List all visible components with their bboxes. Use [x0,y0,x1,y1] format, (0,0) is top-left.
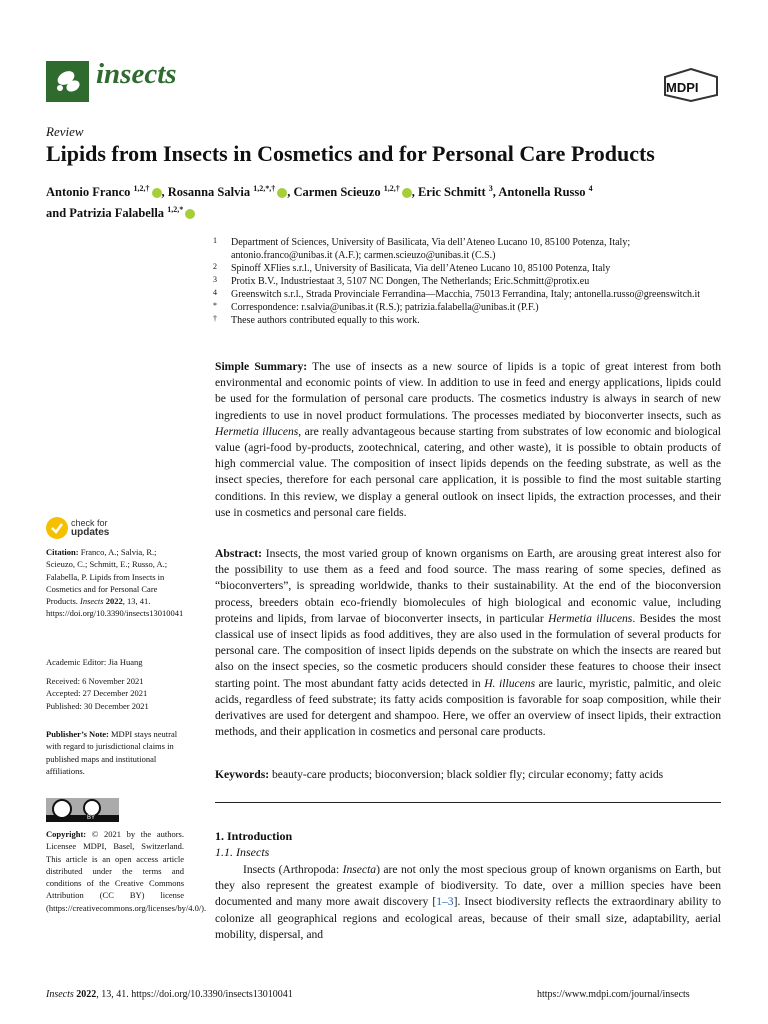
orcid-icon[interactable] [152,188,162,198]
accepted-date: Accepted: 27 December 2021 [46,688,148,699]
journal-name: insects [96,58,177,90]
author[interactable]: Antonella Russo $^4$ [498,184,593,200]
academic-editor: Academic Editor: Jia Huang [46,657,143,667]
affiliation: 1 Department of Sciences, University of Basilicata, Via dell’Ateneo Lucano 10, 85100 Potenza, Italy; antonio.franco@unibas.it (A.F.); carmen.scieuzo@unibas.it (C.S.) [213,236,631,261]
keywords: Keywords: beauty-care products; bioconversion; black soldier fly; circular economy; fatty acids [215,768,664,781]
affiliations [213,236,733,327]
author[interactable]: Rosanna Salvia $^{1,2,*,\dagger}$ [167,184,276,200]
orcid-icon[interactable] [185,209,195,219]
orcid-icon[interactable] [402,188,412,198]
citation: Citation: Franco, A.; Salvia, R.; Scieuzo, C.; Schmitt, E.; Russo, A.; Falabella, P. Lipids from Insects in Cosmetics and for Personal Care Products. Insects 2022, 13, 41. https://doi.org/10.3390/insects13010041 [46,547,184,619]
publication-dates [46,675,184,712]
equal-contribution-note: † These authors contributed equally to this work. [213,314,420,326]
author[interactable]: Eric Schmitt $^3$ [417,184,493,200]
section-heading: 1. Introduction [215,829,293,843]
journal-logo [46,61,89,102]
author[interactable]: Patrizia Falabella $^{1,2,*}$ [69,205,184,221]
reference-link[interactable]: 1–3 [436,895,454,909]
cc-label: BY [87,815,96,821]
author[interactable]: Carmen Scieuzo $^{1,2,\dagger}$ [293,184,400,200]
subsection-heading: 1.1. Insects [215,845,270,859]
check-for-updates-icon[interactable] [46,517,68,539]
affiliation: 3 Protix B.V., Industriestaat 3, 5107 NC Dongen, The Netherlands; Eric.Schmitt@protix.eu [213,275,590,287]
footer-citation: Insects 2022, 13, 41. https://doi.org/10.3390/insects13010041 [46,989,293,1000]
abstract: Abstract: Insects, the most varied group of known organisms on Earth, are arousing great interest also for the possibility to use them as a feed and food source. The mass rearing of some species, defined as “bioconverters”, is spreading worldwide, thanks to their sustainability. At the end of the bioconversion process, breeders obtain eco-friendly biomolecules of high biological and economic value, including proteins and lipids, from larvae of bioconverter insects, in particular Hermetia illucens. Besides the most classical use of insect lipids as food additives, they are also used in the formulation of several products for personal care. The composition of insect lipids depends on the substrate on which the insects are reared but also on the insect species, so the cosmetic producers should consider these features to choose their insect starting point. The most abundant fatty acids detected in H. illucens are lauric, myristic, palmitic, and oleic acids, regardless of feed substrate; its fatty acids composition is favorable for soap composition, while their derivatives are used for detergent and shampoo. Here, we offer an overview of insect lipids, their extraction methods, and their application in cosmetics and personal care products. [215,547,722,739]
footer-journal-url[interactable]: https://www.mdpi.com/journal/insects [537,989,690,1000]
check-for-updates-button[interactable]: check for updates [71,518,110,538]
copyright: Copyright: © 2021 by the authors. Licensee MDPI, Basel, Switzerland. This article is an open access article distributed under the terms and conditions of the Creative Commons Attribution (CC BY) license (https://creativecommons.org/licenses/by/4.0/). [46,829,207,913]
received-date: Received: 6 November 2021 [46,676,144,686]
published-date: Published: 30 December 2021 [46,700,149,711]
publisher-name: MDPI [666,80,699,95]
affiliation: 4 Greenswitch s.r.l., Strada Provinciale Ferrandina—Macchia, 75013 Ferrandina, Italy; antonella.russo@greenswitch.it [213,288,701,300]
section-divider [215,802,721,803]
orcid-icon[interactable] [277,188,287,198]
correspondence: * Correspondence: r.salvia@unibas.it (R.S.); patrizia.falabella@unibas.it (P.F.) [213,301,539,313]
cc-by-license-badge[interactable] [46,798,119,822]
publishers-note: Publisher’s Note: MDPI stays neutral with regard to jurisdictional claims in published maps and institutional affiliations. [46,729,178,776]
affiliation: 2 Spinoff XFlies s.r.l., University of Basilicata, Via dell’Ateneo Lucano 10, 85100 Potenza, Italy [213,262,611,274]
article-title: Lipids from Insects in Cosmetics and for Personal Care Products [46,141,655,166]
intro-paragraph: Insects (Arthropoda: Insecta) are not only the most specious group of known organisms on Earth, but they also represent the greatest example of biodiversity. To date, over a million species have been documented and many more await discovery [1–3]. Insect biodiversity reflects the extraordinary ability to colonize all geographical regions and ecological areas, because of their small size, adaptability, aerial mobility, dispersal, and [215,863,721,941]
article-type: Review [46,124,84,139]
simple-summary: Simple Summary: The use of insects as a new source of lipids is a topic of great interest from both environmental and economic points of view. In addition to use in feed and energy applications, lipids could be used for the formulation of personal care products. The cosmetics industry is always in search of new ingredients to use in novel product formulations. The processes mediated by bioconverter insects, such as Hermetia illucens, are really advantageous because starting from substrates of low economic and biological value (agri-food by-products, zootechnical, catering, and other waste), it is possible to obtain products of high commercial value. The composition of insect lipids depends on the feeding substrate, as well as the insect species, therefore for each personal care application, it is possible to find the most suitable starting conditions. In this review, we display a general outlook on insect lipids, the extraction processes, and their use in cosmetics and personal care fields. [215,360,722,519]
author[interactable]: Antonio Franco $^{1,2,\dagger}$ [46,184,150,200]
author-list: Antonio Franco $^{1,2,\dagger}$ , Rosanna Salvia $^{1,2,*,\dagger}$ , Carmen Scieuzo $^{1,2,\dagger}$ , Eric Schmitt $^3$, Antonella Russo $^4$ and Patrizia Falabella $^{1,2,*}$ [46,184,593,221]
